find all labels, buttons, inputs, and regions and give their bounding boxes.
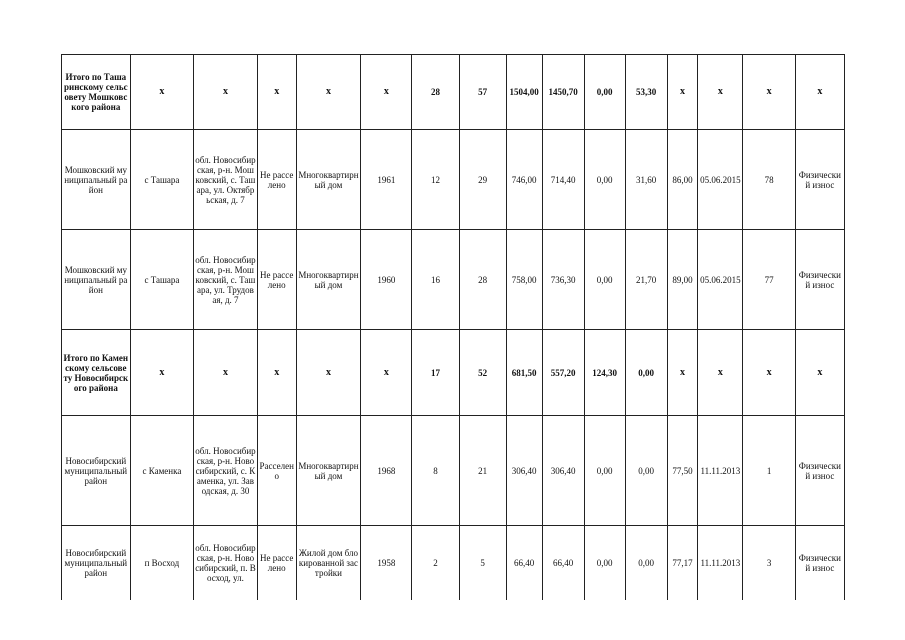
building-type-cell: Жилой дом блокированной застройки xyxy=(296,526,361,601)
decision-date-cell: x xyxy=(698,330,743,416)
reason-cell: Физический износ xyxy=(795,130,844,230)
register-number-cell: 77 xyxy=(743,230,795,330)
locality-cell: с Ташара xyxy=(130,230,194,330)
register-number-cell: x xyxy=(743,330,795,416)
total-row xyxy=(62,55,845,130)
year-cell: 1958 xyxy=(361,526,412,601)
resettlement-status-cell: x xyxy=(257,330,296,416)
rooms-cell: 52 xyxy=(459,330,506,416)
rooms-cell: 5 xyxy=(459,526,506,601)
remaining-area-cell: 0,00 xyxy=(625,416,667,526)
address-cell: обл. Новосибирская, р-н. Новосибирский, с. Каменка, ул. Заводская, д. 30 xyxy=(194,416,258,526)
area-cell-2: 0,00 xyxy=(584,230,625,330)
rooms-cell: 57 xyxy=(459,55,506,130)
address-cell: x xyxy=(194,55,258,130)
resettlement-status-cell: Не расселено xyxy=(257,526,296,601)
area-cell: Новосибирский муниципальный район xyxy=(62,526,131,601)
residents-cell: 17 xyxy=(412,330,459,416)
decision-date-cell: 05.06.2015 xyxy=(698,230,743,330)
residents-cell: 12 xyxy=(412,130,459,230)
register-number-cell: 3 xyxy=(743,526,795,601)
rooms-cell: 29 xyxy=(459,130,506,230)
area-cell: Итого по Ташаринскому сельсовету Мошковского района xyxy=(62,55,131,130)
building-type-cell: Многоквартирный дом xyxy=(296,130,361,230)
register-number-cell: 78 xyxy=(743,130,795,230)
year-cell: 1960 xyxy=(361,230,412,330)
residents-cell: 8 xyxy=(412,416,459,526)
wear-percent-cell: 89,00 xyxy=(667,230,698,330)
total-area-cell: 66,40 xyxy=(506,526,542,601)
year-cell: 1968 xyxy=(361,416,412,526)
decision-date-cell: x xyxy=(698,55,743,130)
table-row xyxy=(62,416,845,526)
building-type-cell: Многоквартирный дом xyxy=(296,230,361,330)
register-number-cell: x xyxy=(743,55,795,130)
remaining-area-cell: 21,70 xyxy=(625,230,667,330)
residents-cell: 16 xyxy=(412,230,459,330)
building-type-cell: x xyxy=(296,330,361,416)
reason-cell: Физический износ xyxy=(795,230,844,330)
address-cell: x xyxy=(194,330,258,416)
year-cell: x xyxy=(361,55,412,130)
total-area-cell: 306,40 xyxy=(506,416,542,526)
wear-percent-cell: 77,17 xyxy=(667,526,698,601)
wear-percent-cell: x xyxy=(667,55,698,130)
register-number-cell: 1 xyxy=(743,416,795,526)
total-area-cell: 681,50 xyxy=(506,330,542,416)
decision-date-cell: 11.11.2013 xyxy=(698,416,743,526)
locality-cell: x xyxy=(130,330,194,416)
area-cell-2: 0,00 xyxy=(584,526,625,601)
resettlement-status-cell: Не расселено xyxy=(257,230,296,330)
locality-cell: с Каменка xyxy=(130,416,194,526)
table-row xyxy=(62,526,845,601)
rooms-cell: 21 xyxy=(459,416,506,526)
reason-cell: Физический износ xyxy=(795,526,844,601)
area-cell-2: 0,00 xyxy=(584,55,625,130)
resettled-area-cell: 714,40 xyxy=(542,130,584,230)
remaining-area-cell: 53,30 xyxy=(625,55,667,130)
table-body xyxy=(62,55,845,601)
total-row xyxy=(62,330,845,416)
building-type-cell: Многоквартирный дом xyxy=(296,416,361,526)
reason-cell: x xyxy=(795,330,844,416)
locality-cell: п Восход xyxy=(130,526,194,601)
decision-date-cell: 05.06.2015 xyxy=(698,130,743,230)
building-type-cell: x xyxy=(296,55,361,130)
address-cell: обл. Новосибирская, р-н. Новосибирский, п. Восход, ул. xyxy=(194,526,258,601)
area-cell-2: 0,00 xyxy=(584,130,625,230)
resettlement-status-cell: Расселено xyxy=(257,416,296,526)
decision-date-cell: 11.11.2013 xyxy=(698,526,743,601)
locality-cell: с Ташара xyxy=(130,130,194,230)
area-cell-2: 124,30 xyxy=(584,330,625,416)
total-area-cell: 1504,00 xyxy=(506,55,542,130)
remaining-area-cell: 0,00 xyxy=(625,330,667,416)
residents-cell: 28 xyxy=(412,55,459,130)
resettlement-status-cell: Не расселено xyxy=(257,130,296,230)
rooms-cell: 28 xyxy=(459,230,506,330)
table-row xyxy=(62,130,845,230)
residents-cell: 2 xyxy=(412,526,459,601)
year-cell: x xyxy=(361,330,412,416)
remaining-area-cell: 0,00 xyxy=(625,526,667,601)
area-cell: Мошковский муниципальный район xyxy=(62,130,131,230)
total-area-cell: 758,00 xyxy=(506,230,542,330)
resettled-area-cell: 1450,70 xyxy=(542,55,584,130)
resettled-area-cell: 557,20 xyxy=(542,330,584,416)
area-cell: Мошковский муниципальный район xyxy=(62,230,131,330)
wear-percent-cell: 77,50 xyxy=(667,416,698,526)
address-cell: обл. Новосибирская, р-н. Мошковский, с. Ташара, ул. Трудовая, д. 7 xyxy=(194,230,258,330)
area-cell: Итого по Каменскому сельсовету Новосибирского района xyxy=(62,330,131,416)
resettled-area-cell: 736,30 xyxy=(542,230,584,330)
area-cell-2: 0,00 xyxy=(584,416,625,526)
reason-cell: Физический износ xyxy=(795,416,844,526)
resettlement-status-cell: x xyxy=(257,55,296,130)
address-cell: обл. Новосибирская, р-н. Мошковский, с. Ташара, ул. Октябрьская, д. 7 xyxy=(194,130,258,230)
year-cell: 1961 xyxy=(361,130,412,230)
resettled-area-cell: 66,40 xyxy=(542,526,584,601)
housing-registry-sheet xyxy=(61,54,845,600)
table-row xyxy=(62,230,845,330)
area-cell: Новосибирский муниципальный район xyxy=(62,416,131,526)
reason-cell: x xyxy=(795,55,844,130)
resettled-area-cell: 306,40 xyxy=(542,416,584,526)
remaining-area-cell: 31,60 xyxy=(625,130,667,230)
wear-percent-cell: 86,00 xyxy=(667,130,698,230)
housing-registry-table xyxy=(61,54,845,600)
locality-cell: x xyxy=(130,55,194,130)
total-area-cell: 746,00 xyxy=(506,130,542,230)
wear-percent-cell: x xyxy=(667,330,698,416)
